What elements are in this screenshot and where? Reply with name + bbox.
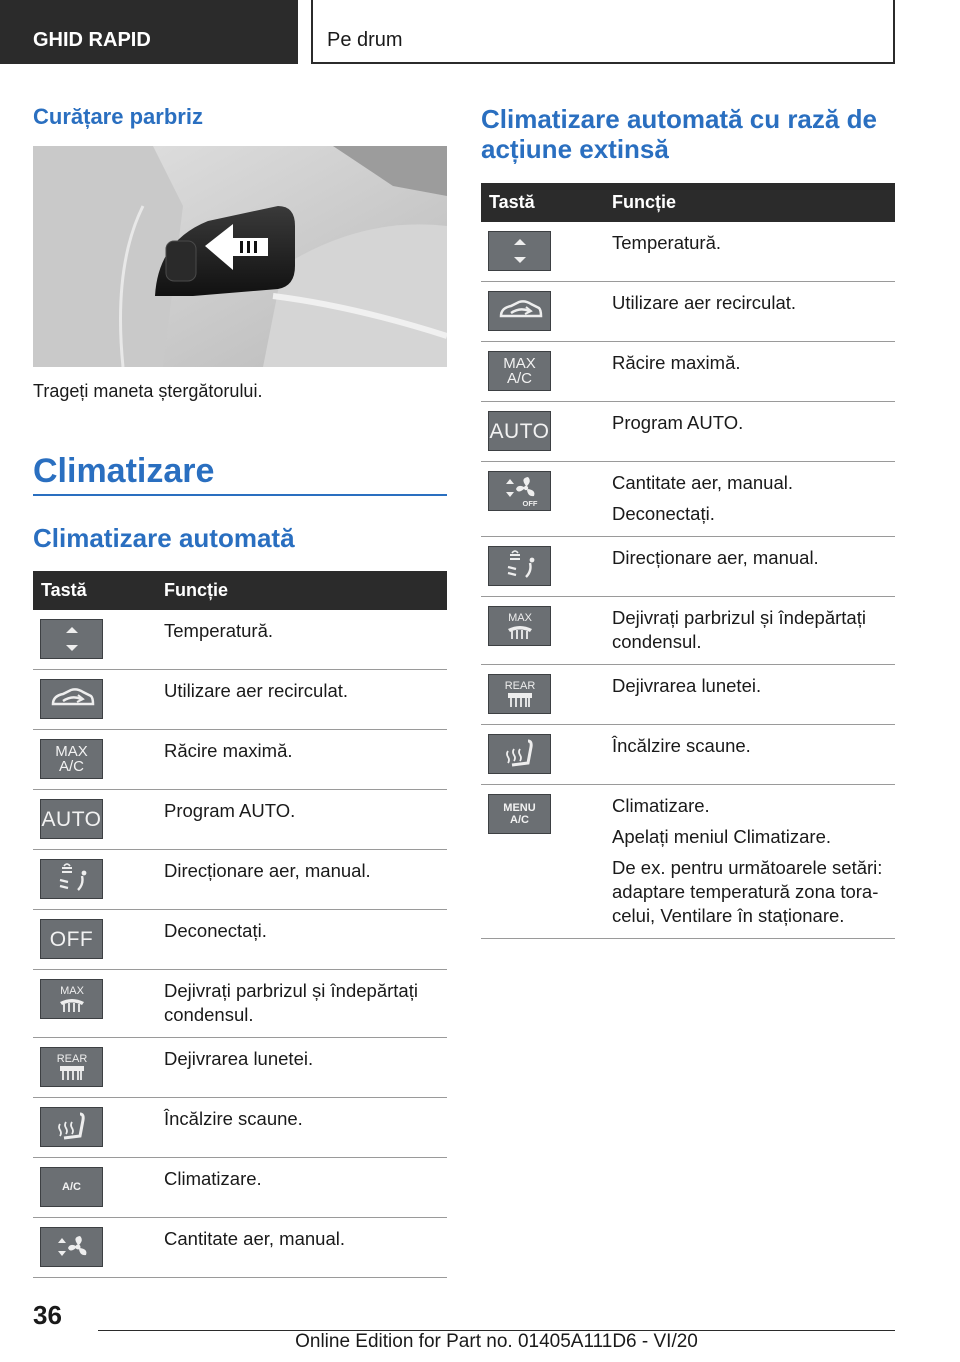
function-text: Deconectați. (164, 920, 267, 941)
function-text: Temperatură. (612, 232, 721, 253)
function-cell (164, 790, 447, 850)
table-row (33, 1098, 447, 1158)
table-header-row (33, 571, 447, 610)
function-text: Direcționare aer, manual. (612, 547, 819, 568)
function-text: Răcire maximă. (164, 740, 293, 761)
header-section-tab (0, 0, 298, 64)
function-cell (612, 537, 895, 597)
table-row (33, 1038, 447, 1098)
svg-text:MAX: MAX (59, 985, 84, 997)
max-defrost-icon (488, 606, 551, 646)
function-cell (612, 402, 895, 462)
key-cell (33, 910, 164, 970)
svg-text:REAR: REAR (56, 1053, 87, 1065)
key-cell (481, 785, 612, 939)
key-cell (33, 1218, 164, 1278)
function-text: Încălzire scaune. (164, 1108, 303, 1129)
extended-climate-title: Climatizare automată cu rază de acțiune extinsă (481, 104, 877, 164)
table-row (33, 730, 447, 790)
table-row (481, 282, 895, 342)
function-text: Dejivrați parbrizul și îndepărtați condensul. (164, 980, 418, 1025)
function-cell (164, 1098, 447, 1158)
fan-off-icon (488, 471, 551, 511)
function-text: Răcire maximă. (612, 352, 741, 373)
temperature-arrows-icon (488, 231, 551, 271)
function-cell (164, 730, 447, 790)
function-text: Program AUTO. (612, 412, 744, 433)
off-icon (40, 919, 103, 959)
function-cell (164, 670, 447, 730)
table-row (33, 850, 447, 910)
key-cell (481, 665, 612, 725)
table-row (33, 610, 447, 670)
key-cell (33, 730, 164, 790)
auto-icon (488, 411, 551, 451)
table-row (33, 910, 447, 970)
max-defrost-icon (40, 979, 103, 1019)
table-row (33, 970, 447, 1038)
function-text: Climatizare. (164, 1168, 262, 1189)
key-cell (33, 610, 164, 670)
function-text: Dejivrarea lunetei. (164, 1048, 314, 1069)
climate-main-title: Climatizare (33, 452, 215, 490)
function-text: Direcționare aer, manual. (164, 860, 371, 881)
page-number: 36 (33, 1300, 62, 1330)
function-text: Dejivrarea lunetei. (612, 675, 762, 696)
key-cell (481, 342, 612, 402)
function-cell (612, 597, 895, 665)
wiper-caption: Trageți maneta ștergătorului. (33, 381, 263, 401)
function-cell (164, 970, 447, 1038)
table-row (481, 222, 895, 282)
table-row (481, 597, 895, 665)
col-header-key: Tastă (33, 571, 164, 610)
key-cell (481, 222, 612, 282)
function-cell (612, 665, 895, 725)
function-cell (612, 462, 895, 537)
footer-edition: Online Edition for Part no. 01405A111D6 - VI/20 (295, 1331, 698, 1352)
function-text: Utilizare aer recirculat. (612, 292, 797, 313)
function-text: Apelați meniul Climatizare. (612, 826, 832, 847)
function-cell (612, 725, 895, 785)
header-chapter-label: Pe drum (327, 29, 403, 51)
key-cell (481, 725, 612, 785)
function-cell (164, 850, 447, 910)
menu-ac-icon (488, 794, 551, 834)
seat-heating-icon (40, 1107, 103, 1147)
air-distribution-icon (488, 546, 551, 586)
table-row (481, 462, 895, 537)
function-text: Climatizare. (612, 795, 710, 816)
key-cell (481, 462, 612, 537)
key-cell (33, 670, 164, 730)
table-row (33, 1158, 447, 1218)
key-cell (481, 597, 612, 665)
function-text: Temperatură. (164, 620, 273, 641)
function-cell (164, 1218, 447, 1278)
col-header-key: Tastă (481, 183, 612, 222)
function-cell (164, 910, 447, 970)
recirculation-car-icon (488, 291, 551, 331)
wiper-lever-photo (33, 146, 447, 367)
col-header-function: Funcție (164, 571, 447, 610)
col-header-function: Funcție (612, 183, 895, 222)
left-key-table (33, 571, 447, 1278)
table-header-row (481, 183, 895, 222)
auto-icon (40, 799, 103, 839)
recirculation-car-icon (40, 679, 103, 719)
table-row (481, 402, 895, 462)
function-cell (164, 610, 447, 670)
title-rule (33, 494, 447, 496)
max-ac-icon (40, 739, 103, 779)
svg-text:OFF: OFF (522, 499, 537, 508)
key-cell (481, 402, 612, 462)
table-row (33, 670, 447, 730)
function-text: Deconectați. (612, 503, 715, 524)
key-label: OFF (49, 927, 94, 951)
ac-icon (40, 1167, 103, 1207)
auto-climate-title: Climatizare automată (33, 523, 295, 553)
table-row (481, 725, 895, 785)
rear-defrost-icon (40, 1047, 103, 1087)
function-cell (612, 785, 895, 939)
key-label: A/C (62, 1181, 81, 1193)
function-cell (612, 222, 895, 282)
table-row (481, 785, 895, 939)
header-chapter-tab (311, 0, 895, 64)
header-section-label: GHID RAPID (33, 29, 151, 51)
function-text: De ex. pentru următoarele setări: adaptare temperatură zona tora-celui, Ventilare în staționare. (612, 857, 883, 926)
function-text: Utilizare aer recirculat. (164, 680, 349, 701)
table-row (33, 790, 447, 850)
key-cell (481, 537, 612, 597)
key-label: MAX A/C (55, 743, 88, 775)
function-cell (612, 282, 895, 342)
key-cell (481, 282, 612, 342)
seat-heating-icon (488, 734, 551, 774)
wiper-section-title: Curățare parbriz (33, 104, 203, 129)
fan-arrows-icon (40, 1227, 103, 1267)
function-text: Cantitate aer, manual. (612, 472, 793, 493)
table-row (481, 537, 895, 597)
key-cell (33, 1038, 164, 1098)
temperature-arrows-icon (40, 619, 103, 659)
key-cell (33, 790, 164, 850)
function-text: Program AUTO. (164, 800, 296, 821)
key-cell (33, 1158, 164, 1218)
max-ac-icon (488, 351, 551, 391)
right-key-table (481, 183, 895, 939)
function-text: Dejivrați parbrizul și îndepărtați condensul. (612, 607, 866, 652)
key-label: AUTO (41, 807, 102, 831)
function-text: Cantitate aer, manual. (164, 1228, 345, 1249)
svg-text:MAX: MAX (507, 612, 532, 624)
key-label: MAX A/C (503, 355, 536, 387)
function-cell (164, 1038, 447, 1098)
key-label: AUTO (489, 419, 550, 443)
table-row (481, 665, 895, 725)
key-cell (33, 850, 164, 910)
key-label: MENU A/C (503, 802, 536, 826)
function-cell (164, 1158, 447, 1218)
key-cell (33, 970, 164, 1038)
svg-text:REAR: REAR (504, 680, 535, 692)
air-distribution-icon (40, 859, 103, 899)
rear-defrost-icon (488, 674, 551, 714)
function-text: Încălzire scaune. (612, 735, 751, 756)
key-cell (33, 1098, 164, 1158)
table-row (33, 1218, 447, 1278)
function-cell (612, 342, 895, 402)
table-row (481, 342, 895, 402)
